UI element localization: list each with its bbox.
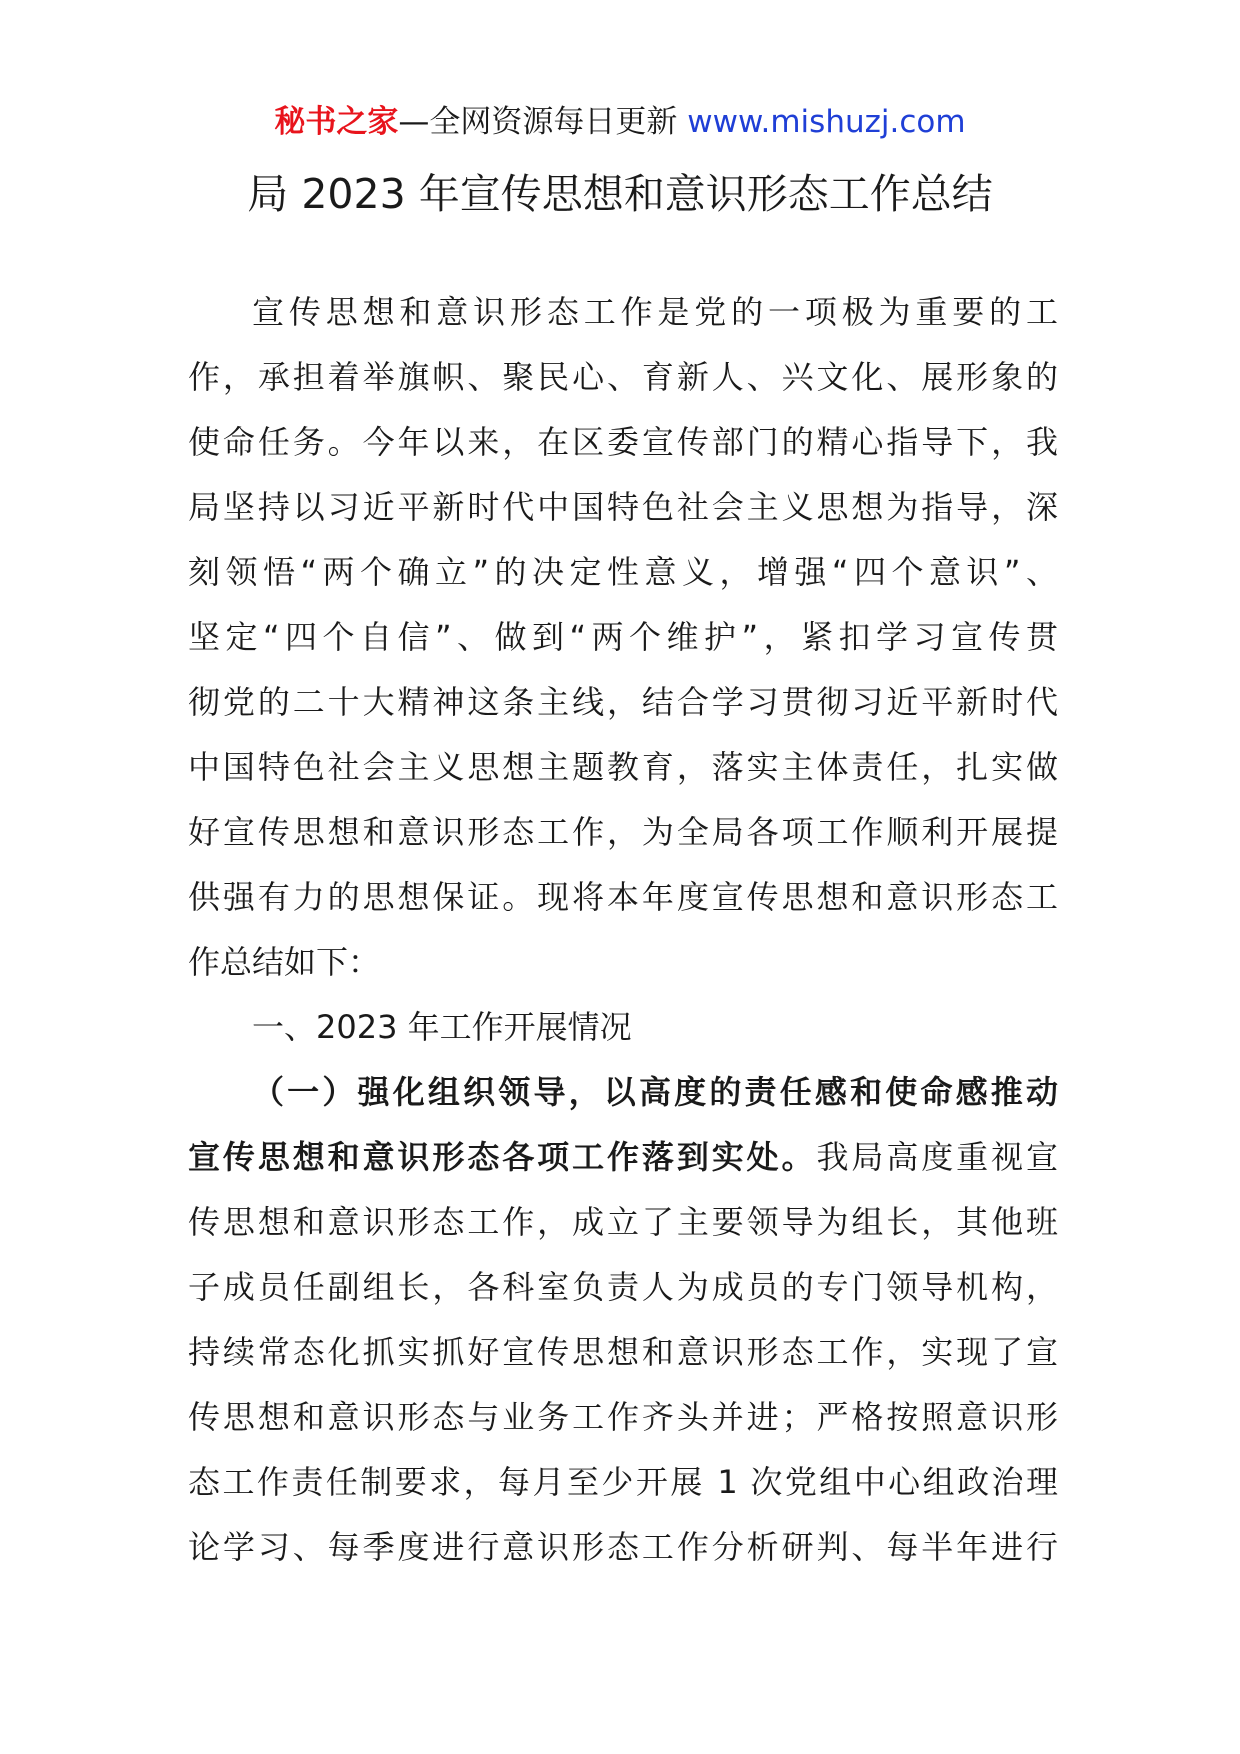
body-line: 局坚持以习近平新时代中国特色社会主义思想为指导，深	[188, 488, 1058, 526]
site-header	[0, 100, 1240, 144]
body-line: 中国特色社会主义思想主题教育，落实主体责任，扎实做	[188, 748, 1058, 786]
body-line: 作总结如下：	[188, 943, 381, 981]
body-line: 传思想和意识形态工作，成立了主要领导为组长，其他班	[188, 1203, 1058, 1241]
body-line: 论学习、每季度进行意识形态工作分析研判、每半年进行	[188, 1528, 1058, 1566]
brand-slogan: —全网资源每日更新	[398, 104, 688, 140]
body-line: 使命任务。今年以来，在区委宣传部门的精心指导下，我	[188, 423, 1058, 461]
body-line: 好宣传思想和意识形态工作，为全局各项工作顺利开展提	[188, 813, 1058, 851]
body-line: 持续常态化抓实抓好宣传思想和意识形态工作，实现了宣	[188, 1333, 1058, 1371]
subsection-line	[188, 1137, 1058, 1202]
subsection-heading: （一）强化组织领导，以高度的责任感和使命感推动	[252, 1073, 1058, 1111]
subsection-text-start: 我局高度重视宣	[816, 1138, 1058, 1176]
body-line: 彻党的二十大精神这条主线，结合学习贯彻习近平新时代	[188, 683, 1058, 721]
document-title: 局 2023 年宣传思想和意识形态工作总结	[247, 170, 993, 218]
body-line: 供强有力的思想保证。现将本年度宣传思想和意识形态工	[188, 878, 1058, 916]
body-line: 刻领悟“两个确立”的决定性意义，增强“四个意识”、	[188, 553, 1058, 591]
body-line: 作，承担着举旗帜、聚民心、育新人、兴文化、展形象的	[188, 358, 1058, 396]
body-line: 宣传思想和意识形态工作是党的一项极为重要的工	[252, 293, 1058, 331]
document-body	[188, 292, 1058, 1592]
body-line: 子成员任副组长，各科室负责人为成员的专门领导机构，	[188, 1268, 1058, 1306]
subsection-heading-end: 宣传思想和意识形态各项工作落到实处。	[188, 1138, 817, 1176]
body-line: 态工作责任制要求，每月至少开展 1 次党组中心组政治理	[188, 1463, 1058, 1501]
body-line: 坚定“四个自信”、做到“两个维护”，紧扣学习宣传贯	[188, 618, 1058, 656]
section-heading: 一、2023 年工作开展情况	[252, 1008, 632, 1046]
site-url: www.mishuzj.com	[687, 104, 966, 140]
body-line: 传思想和意识形态与业务工作齐头并进；严格按照意识形	[188, 1398, 1058, 1436]
brand-name: 秘书之家	[274, 104, 399, 140]
